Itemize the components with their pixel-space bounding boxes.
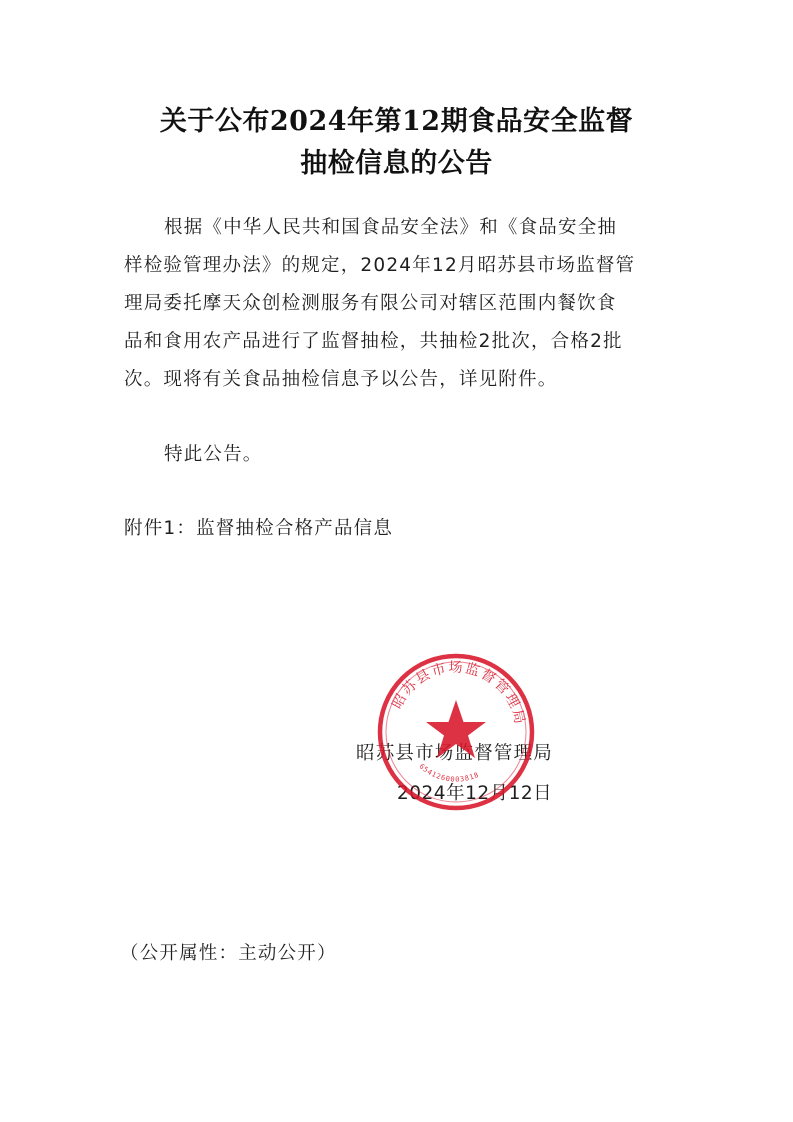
seal-number: 6541260003818 (417, 762, 481, 784)
paragraph-line: 次。现将有关食品抽检信息予以公告，详见附件。 (124, 369, 558, 390)
signature-organization: 昭苏县市场监督管理局 (356, 743, 554, 764)
seal-star-icon (426, 700, 486, 758)
announcement-paragraph (124, 209, 684, 399)
closing-statement: 特此公告。 (164, 444, 263, 465)
paragraph-line: 品和食用农产品进行了监督抽检，共抽检2批次，合格2批 (124, 331, 623, 352)
paragraph-line: 样检验管理办法》的规定，2024年12月昭苏县市场监督管 (124, 255, 636, 276)
official-seal (376, 652, 536, 812)
document-title-line2: 抽检信息的公告 (300, 148, 493, 179)
paragraph-line: 根据《中华人民共和国食品安全法》和《食品安全抽 (164, 217, 618, 238)
signature-date: 2024年12月12日 (397, 783, 553, 804)
document-title-line1: 关于公布2024年第12期食品安全监督 (159, 106, 634, 137)
seal-text: 昭苏县市场监督管理局 (389, 659, 528, 728)
attachment-reference: 附件1：监督抽检合格产品信息 (124, 518, 394, 539)
paragraph-line: 理局委托摩天众创检测服务有限公司对辖区范围内餐饮食 (124, 293, 617, 314)
disclosure-attribute: （公开属性：主动公开） (120, 943, 337, 964)
